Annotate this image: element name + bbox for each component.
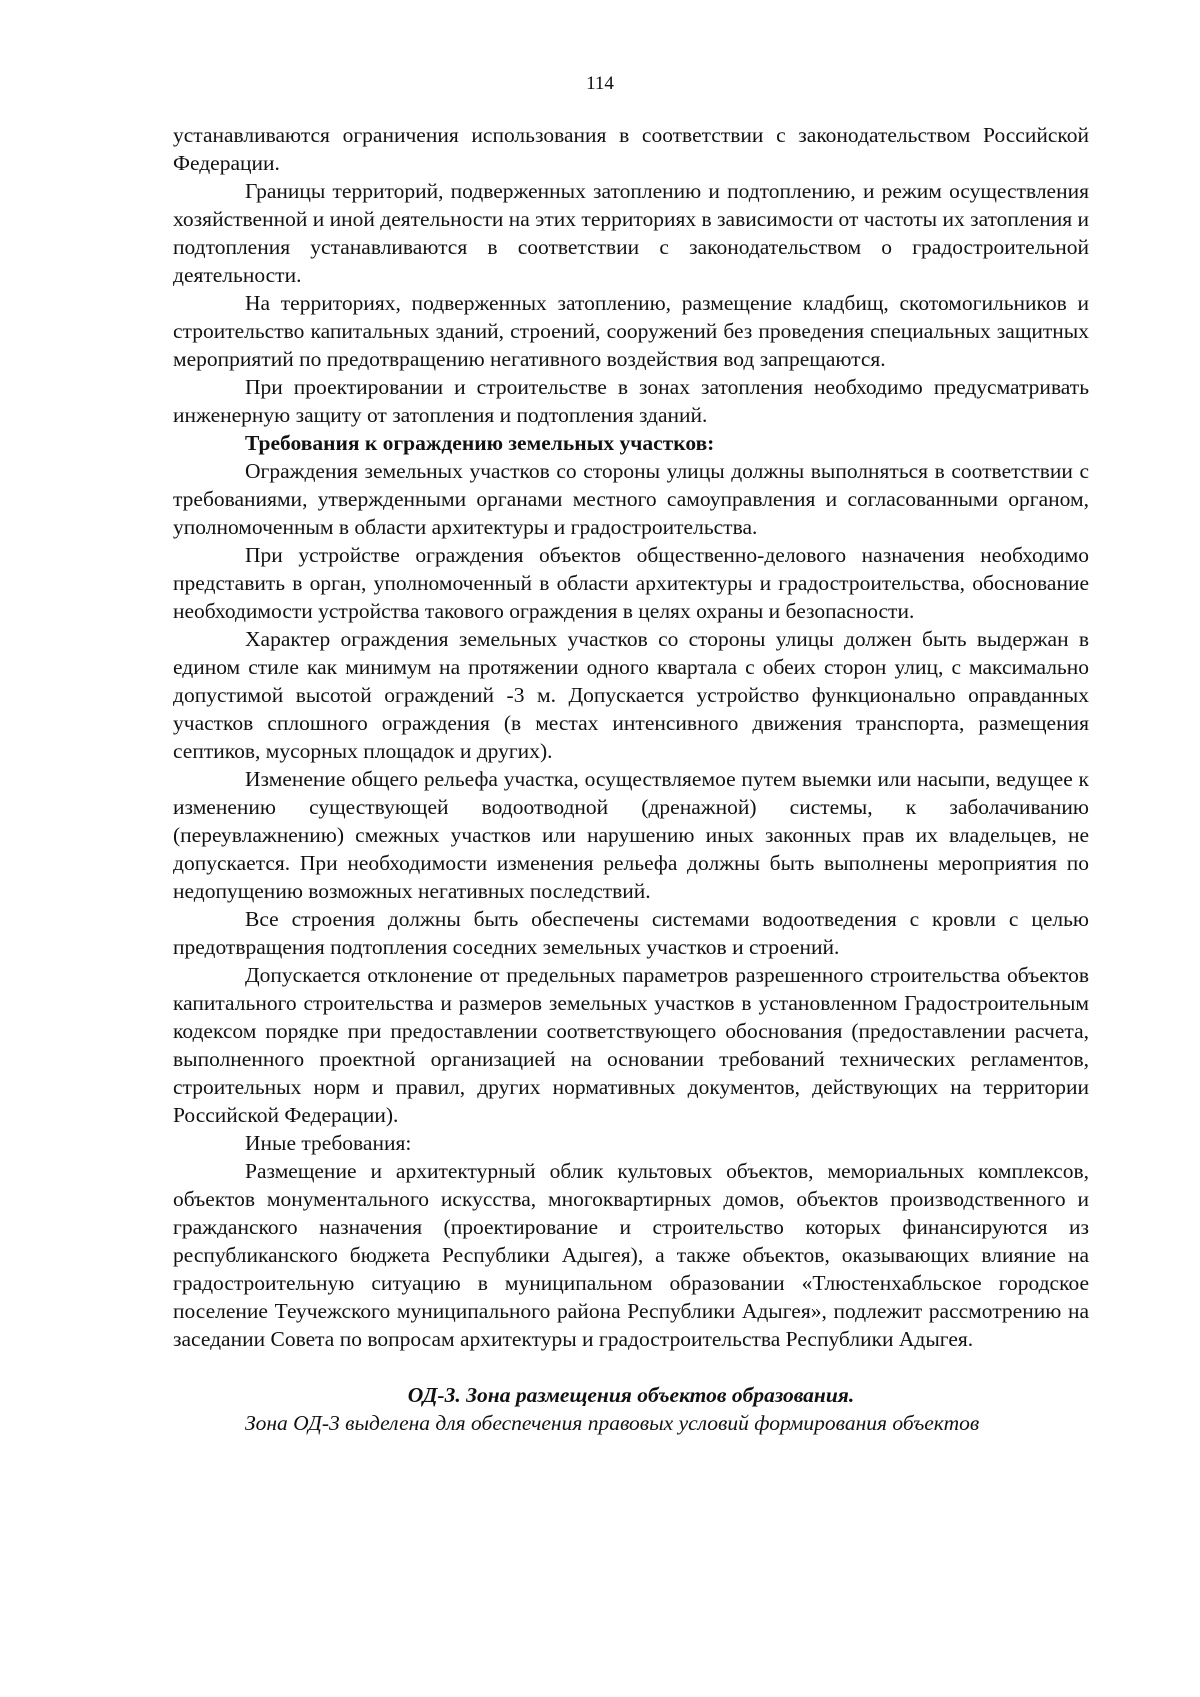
page-number: 114	[586, 73, 614, 94]
paragraph-other-requirements: Иные требования:	[245, 1131, 412, 1155]
paragraph-public-business-fencing: При устройстве ограждения объектов общественно-делового назначения необходимо представить в орган, уполномоченный в области архитектуры и градостроительства, обоснование необходимости устройства такового ограждения в целях охраны и безопасности.	[173, 543, 1089, 623]
paragraph-flood-boundaries: Границы территорий, подверженных затоплению и подтоплению, и режим осуществления хозяйственной и иной деятельности на этих территориях в зависимости от частоты их затопления и подтопления устанавливаются в соответствии с законодательством о градостроительной деятельности.	[173, 179, 1089, 287]
paragraph-fencing-style: Характер ограждения земельных участков со стороны улицы должен быть выдержан в едином стиле как минимум на протяжении одного квартала с обеих сторон улиц, с максимально допустимой высотой ограждений -3 м. Допускается устройство функционально оправданных участков сплошного ограждения (в местах интенсивного движения транспорта, размещения септиков, мусорных площадок и других).	[173, 627, 1089, 763]
section-heading-fencing: Требования к ограждению земельных участков:	[245, 431, 715, 455]
paragraph-restrictions-continued: устанавливаются ограничения использования в соответствии с законодательством Российской Федерации.	[173, 123, 1089, 175]
paragraph-flood-prohibitions: На территориях, подверженных затоплению, размещение кладбищ, скотомогильников и строительство капитальных зданий, строений, сооружений без проведения специальных защитных мероприятий по предотвращению негативного воздействия вод запрещаются.	[173, 291, 1089, 371]
zone-heading-od3: ОД-3. Зона размещения объектов образования.	[407, 1383, 855, 1407]
paragraph-deviation: Допускается отклонение от предельных параметров разрешенного строительства объектов капитального строительства и размеров земельных участков в установленном Градостроительным кодексом порядке при предоставлении соответствующего обоснования (предоставлении расчета, выполненного проектной организацией на основании требований технических регламентов, строительных норм и правил, других нормативных документов, действующих на территории Российской Федерации).	[173, 963, 1089, 1127]
paragraph-architecture-council: Размещение и архитектурный облик культовых объектов, мемориальных комплексов, объектов монументального искусства, многоквартирных домов, объектов производственного и гражданского назначения (проектирование и строительство которых финансируются из республиканского бюджета Республики Адыгея), а также объектов, оказывающих влияние на градостроительную ситуацию в муниципальном образовании «Тлюстенхабльское городское поселение Теучежского муниципального района Республики Адыгея», подлежит рассмотрению на заседании Совета по вопросам архитектуры и градостроительства Республики Адыгея.	[173, 1159, 1089, 1351]
paragraph-drainage: Все строения должны быть обеспечены системами водоотведения с кровли с целью предотвращения подтопления соседних земельных участков и строений.	[173, 907, 1089, 959]
paragraph-engineering-protection: При проектировании и строительстве в зонах затопления необходимо предусматривать инженерную защиту от затопления и подтопления зданий.	[173, 375, 1089, 427]
paragraph-zone-od3-intro: Зона ОД-3 выделена для обеспечения правовых условий формирования объектов	[245, 1411, 980, 1435]
paragraph-fencing-requirements: Ограждения земельных участков со стороны улицы должны выполняться в соответствии с требованиями, утвержденными органами местного самоуправления и согласованными органом, уполномоченным в области архитектуры и градостроительства.	[173, 459, 1089, 539]
document-body	[173, 121, 1089, 1437]
paragraph-relief-change: Изменение общего рельефа участка, осуществляемое путем выемки или насыпи, ведущее к изменению существующей водоотводной (дренажной) системы, к заболачиванию (переувлажнению) смежных участков или нарушению иных законных прав их владельцев, не допускается. При необходимости изменения рельефа должны быть выполнены мероприятия по недопущению возможных негативных последствий.	[173, 767, 1089, 903]
